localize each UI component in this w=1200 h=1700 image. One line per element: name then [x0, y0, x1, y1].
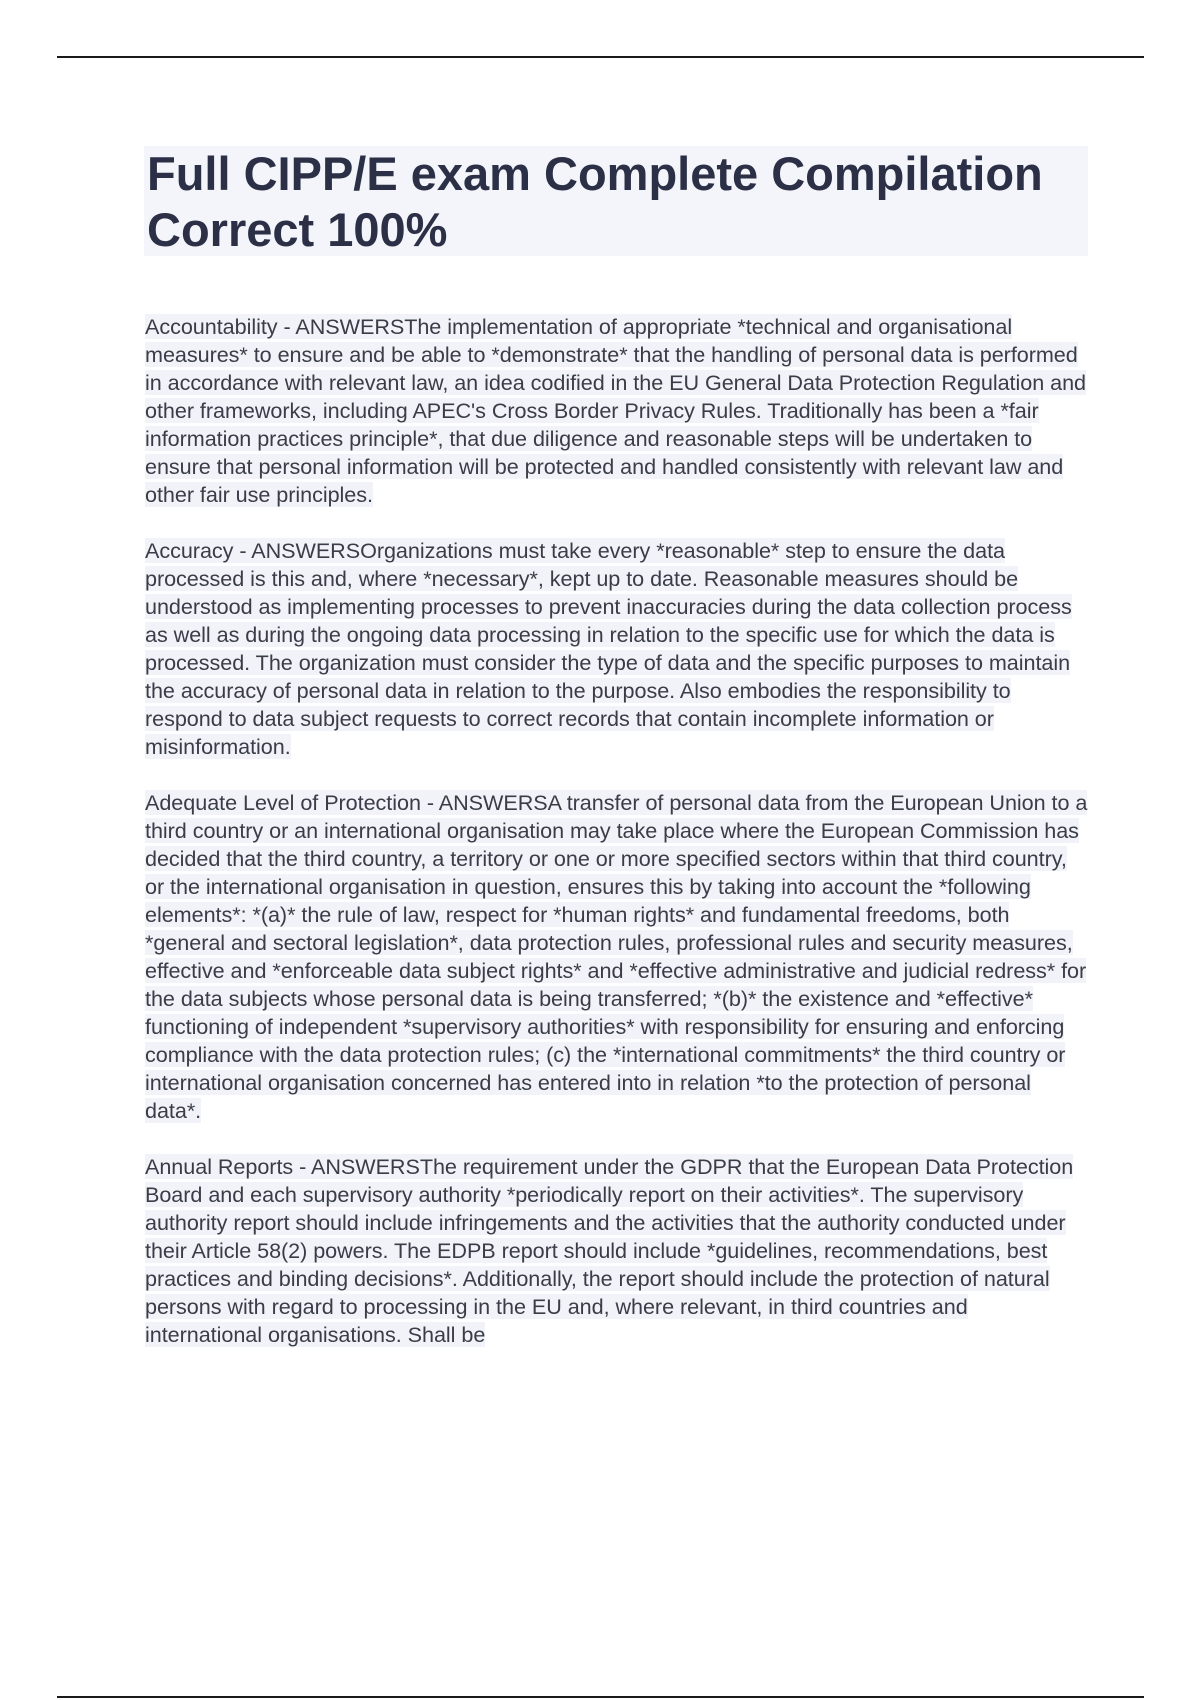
entry-annual-reports — [145, 1153, 1090, 1349]
entry-text: Accuracy - ANSWERSOrganizations must take every *reasonable* step to ensure the data processed is this and, where *necessary*, kept up to date. Reasonable measures should be understood as implementing processes to prevent inaccuracies during the data collection process as well as during the ongoing data processing in relation to the specific use for which the data is processed. The organization must consider the type of data and the specific purposes to maintain the accuracy of personal data in relation to the purpose. Also embodies the responsibility to respond to data subject requests to correct records that contain incomplete information or misinformation. — [145, 538, 1072, 759]
entry-text: Adequate Level of Protection - ANSWERSA transfer of personal data from the European Union to a third country or an international organisation may take place where the European Commission has decided that the third country, a territory or one or more specified sectors within that third country, or the international organisation in question, ensures this by taking into account the *following elements*: *(a)* the rule of law, respect for *human rights* and fundamental freedoms, both *general and sectoral legislation*, data protection rules, professional rules and security measures, effective and *enforceable data subject rights* and *effective administrative and judicial redress* for the data subjects whose personal data is being transferred; *(b)* the existence and *effective* functioning of independent *supervisory authorities* with responsibility for ensuring and enforcing compliance with the data protection rules; (c) the *international commitments* the third country or international organisation concerned has entered into in relation *to the protection of personal data*. — [145, 790, 1088, 1123]
entry-accountability — [145, 313, 1090, 509]
document-title: Full CIPP/E exam Complete Compilation Correct 100% — [147, 147, 1043, 256]
entry-adequate-level-of-protection — [145, 789, 1090, 1125]
entry-text: Accountability - ANSWERSThe implementation of appropriate *technical and organisational measures* to ensure and be able to *demonstrate* that the handling of personal data is performed in accordance with relevant law, an idea codified in the EU General Data Protection Regulation and other frameworks, including APEC's Cross Border Privacy Rules. Traditionally has been a *fair information practices principle*, that due diligence and reasonable steps will be undertaken to ensure that personal information will be protected and handled consistently with relevant law and other fair use principles. — [145, 314, 1086, 507]
header-rule — [57, 56, 1144, 58]
title-block — [144, 146, 1088, 256]
entry-accuracy — [145, 537, 1090, 761]
footer-rule — [57, 1696, 1144, 1698]
entry-list — [145, 313, 1090, 1377]
entry-text: Annual Reports - ANSWERSThe requirement under the GDPR that the European Data Protection Board and each supervisory authority *periodically report on their activities*. The supervisory authority report should include infringements and the activities that the authority conducted under their Article 58(2) powers. The EDPB report should include *guidelines, recommendations, best practices and binding decisions*. Additionally, the report should include the protection of natural persons with regard to processing in the EU and, where relevant, in third countries and international organisations. Shall be — [145, 1154, 1074, 1347]
